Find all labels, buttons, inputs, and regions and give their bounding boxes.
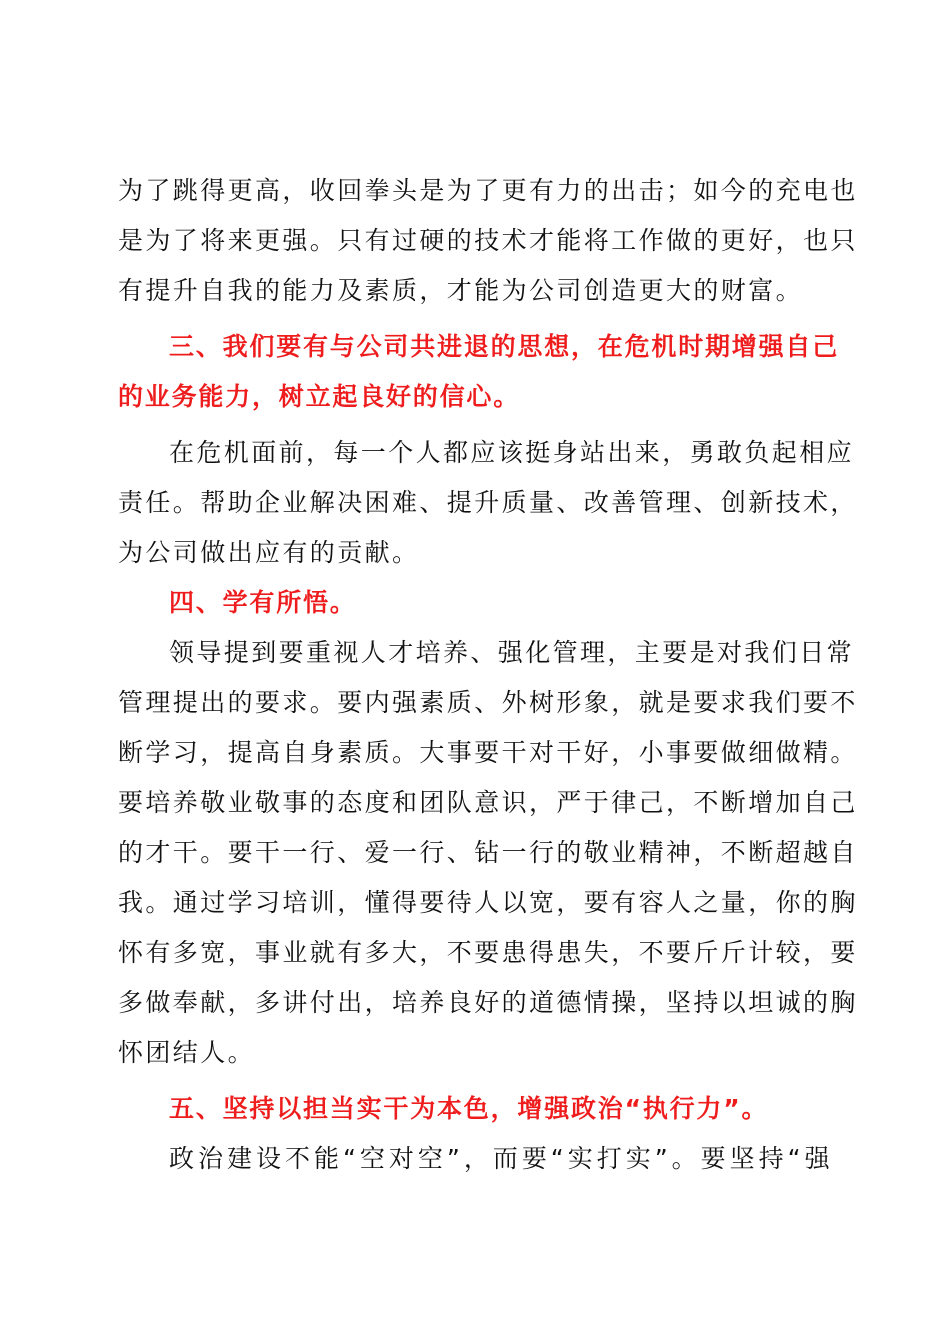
text-line: 的才干。要干一行、爱一行、钻一行的敬业精神，不断超越自	[118, 838, 858, 867]
heading-line: 三、我们要有与公司共进退的思想，在危机时期增强自己	[169, 332, 840, 361]
text-line: 政治建设不能“空对空”，而要“实打实”。要坚持“强	[169, 1144, 832, 1173]
text-line: 我。通过学习培训，懂得要待人以宽，要有容人之量，你的胸	[118, 888, 858, 917]
body-paragraph	[118, 166, 858, 316]
heading-line: 五、坚持以担当实干为本色，增强政治“执行力”。	[169, 1094, 769, 1123]
section-heading	[118, 1084, 832, 1134]
body-paragraph	[118, 1134, 832, 1184]
text-line: 为了跳得更高，收回拳头是为了更有力的出击；如今的充电也	[118, 176, 858, 205]
text-line: 怀团结人。	[118, 1038, 256, 1067]
document-body	[118, 166, 858, 1184]
text-line: 要培养敬业敬事的态度和团队意识，严于律己，不断增加自己	[118, 788, 858, 817]
section-heading	[118, 322, 840, 422]
body-paragraph	[118, 428, 858, 578]
text-line: 在危机面前，每一个人都应该挺身站出来，勇敢负起相应	[169, 438, 855, 467]
text-line: 为公司做出应有的贡献。	[118, 538, 420, 567]
text-line: 责任。帮助企业解决困难、提升质量、改善管理、创新技术，	[118, 488, 858, 517]
heading-line: 的业务能力，树立起良好的信心。	[118, 382, 521, 411]
text-line: 断学习，提高自身素质。大事要干对干好，小事要做细做精。	[118, 738, 858, 767]
text-line: 领导提到要重视人才培养、强化管理，主要是对我们日常	[169, 638, 855, 667]
text-line: 怀有多宽，事业就有多大，不要患得患失，不要斤斤计较，要	[118, 938, 858, 967]
text-line: 管理提出的要求。要内强素质、外树形象，就是要求我们要不	[118, 688, 858, 717]
text-line: 多做奉献，多讲付出，培养良好的道德情操，坚持以坦诚的胸	[118, 988, 858, 1017]
text-line: 有提升自我的能力及素质，才能为公司创造更大的财富。	[118, 276, 804, 305]
text-line: 是为了将来更强。只有过硬的技术才能将工作做的更好，也只	[118, 226, 858, 255]
body-paragraph	[118, 628, 858, 1078]
section-heading	[118, 578, 832, 628]
heading-line: 四、学有所悟。	[169, 588, 357, 617]
